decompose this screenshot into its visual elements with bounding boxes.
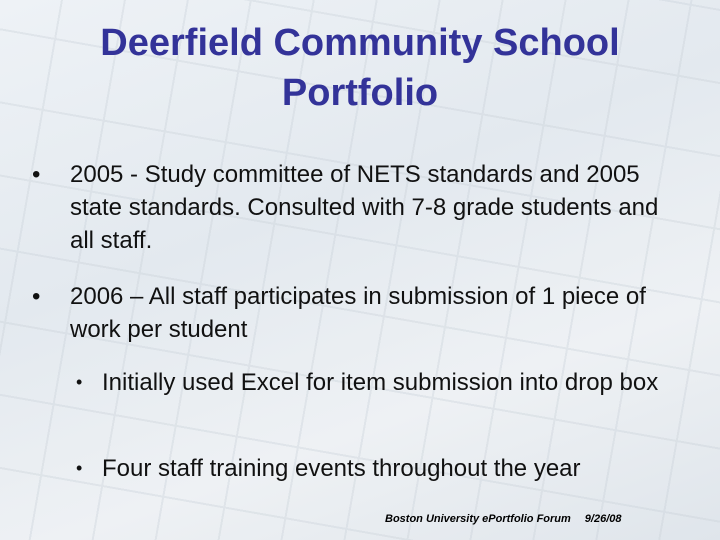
sub-bullet-item: • Initially used Excel for item submission into drop box — [76, 369, 659, 396]
sub-bullet-text: Four staff training events throughout the year — [102, 455, 581, 482]
title-line-1: Deerfield Community School — [100, 22, 620, 64]
title-line-2: Portfolio — [281, 72, 439, 114]
bullet-text: 2005 - Study committee of NETS standards and 2005 state standards. Consulted with 7-8 grade students and all staff. — [70, 161, 659, 254]
footer-event: Boston University ePortfolio Forum — [385, 513, 571, 525]
footer-date: 9/26/08 — [584, 513, 622, 525]
sub-bullet-text: Initially used Excel for item submission into drop box — [102, 369, 659, 396]
sub-bullet-item: • Four staff training events throughout the year — [76, 455, 581, 482]
bullet-text: 2006 – All staff participates in submission of 1 piece of work per student — [70, 283, 646, 343]
bullet-item: • 2006 – All staff participates in submission of 1 piece of work per student — [32, 283, 646, 343]
bullet-item: • 2005 - Study committee of NETS standards and 2005 state standards. Consulted with 7-8 grade students and all staff. — [32, 161, 659, 254]
footer — [385, 513, 622, 525]
slide-title — [0, 18, 720, 118]
